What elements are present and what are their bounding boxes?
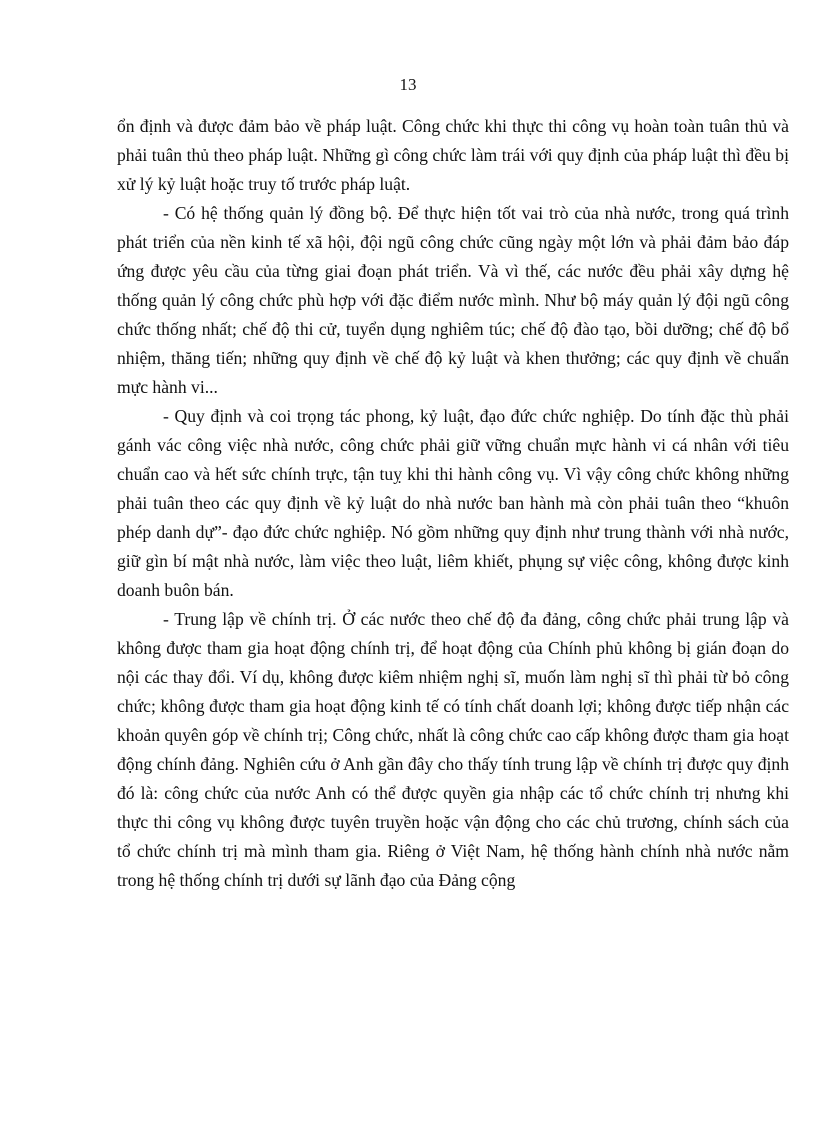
document-body (117, 112, 789, 895)
paragraph-political-neutrality: - Trung lập về chính trị. Ở các nước theo chế độ đa đảng, công chức phải trung lập và không được tham gia hoạt động chính trị, để hoạt động của Chính phủ không bị gián đoạn do nội các thay đổi. Ví dụ, không được kiêm nhiệm nghị sĩ, muốn làm nghị sĩ thì phải từ bỏ công chức; không được tham gia hoạt động kinh tế có tính chất doanh lợi; không được tiếp nhận các khoản quyên góp về chính trị; Công chức, nhất là công chức cao cấp không được tham gia hoạt động chính đảng. Nghiên cứu ở Anh gần đây cho thấy tính trung lập về chính trị được quy định đó là: công chức của nước Anh có thể được quyền gia nhập các tổ chức chính trị nhưng khi thực thi công vụ không được tuyên truyền hoặc vận động cho các chủ trương, chính sách của tổ chức chính trị mà mình tham gia. Riêng ở Việt Nam, hệ thống hành chính nhà nước nằm trong hệ thống chính trị dưới sự lãnh đạo của Đảng cộng (117, 609, 789, 890)
page-number: 13 (399, 75, 417, 94)
paragraph-management-system: - Có hệ thống quản lý đồng bộ. Để thực hiện tốt vai trò của nhà nước, trong quá trình phát triển của nền kinh tế xã hội, đội ngũ công chức cũng ngày một lớn và phải đảm bảo đáp ứng được yêu cầu của từng giai đoạn phát triển. Và vì thế, các nước đều phải xây dựng hệ thống quản lý công chức phù hợp với đặc điểm nước mình. Như bộ máy quản lý đội ngũ công chức thống nhất; chế độ thi cử, tuyển dụng nghiêm túc; chế độ đào tạo, bồi dưỡng; chế độ bổ nhiệm, thăng tiến; những quy định về chế độ kỷ luật và khen thưởng; các quy định về chuẩn mực hành vi... (117, 203, 789, 397)
paragraph-continuation: ổn định và được đảm bảo về pháp luật. Công chức khi thực thi công vụ hoàn toàn tuân thủ và phải tuân thủ theo pháp luật. Những gì công chức làm trái với quy định của pháp luật thì đều bị xử lý kỷ luật hoặc truy tố trước pháp luật. (117, 116, 789, 194)
paragraph-professional-ethics: - Quy định và coi trọng tác phong, kỷ luật, đạo đức chức nghiệp. Do tính đặc thù phải gánh vác công việc nhà nước, công chức phải giữ vững chuẩn mực hành vi cá nhân với tiêu chuẩn cao và hết sức chính trực, tận tuỵ khi thi hành công vụ. Vì vậy công chức không những phải tuân theo các quy định về kỷ luật do nhà nước ban hành mà còn phải tuân theo “khuôn phép danh dự”- đạo đức chức nghiệp. Nó gồm những quy định như trung thành với nhà nước, giữ gìn bí mật nhà nước, làm việc theo luật, liêm khiết, phụng sự việc công, không được kinh doanh buôn bán. (117, 406, 789, 600)
